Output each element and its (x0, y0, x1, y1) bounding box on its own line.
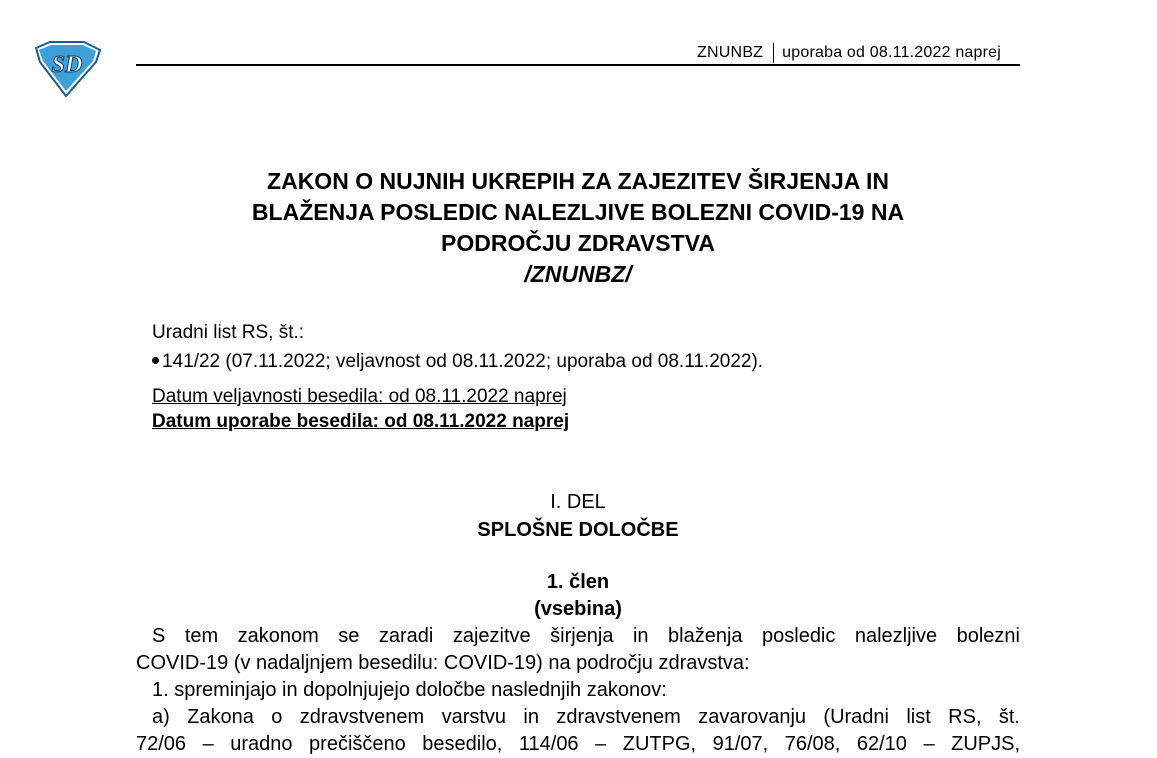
gazette-entry (152, 347, 763, 376)
applicability-date: Datum uporabe besedila: od 08.11.2022 naprej (152, 411, 570, 432)
part-name: SPLOŠNE DOLOČBE (477, 519, 679, 541)
article-number: 1. člen (546, 571, 610, 593)
header-applicability: uporaba od 08.11.2022 naprej (782, 44, 1001, 61)
logo-lettering: SD (51, 52, 83, 78)
part-number: I. DEL (550, 491, 606, 513)
validity-date: Datum veljavnosti besedila: od 08.11.2022 naprej (152, 386, 567, 407)
gazette-label: Uradni list RS, št.: (152, 322, 305, 343)
article-heading (136, 569, 1020, 623)
running-header (697, 43, 1001, 63)
publisher-logo (30, 40, 104, 98)
paragraph-line: COVID-19 (v nadaljnjem besedilu: COVID-19) na področju zdravstva: (136, 652, 750, 674)
title-line-1: ZAKON O NUJNIH UKREPIH ZA ZAJEZITEV ŠIRJENJA IN (267, 168, 889, 194)
title-abbreviation: /ZNUNBZ/ (524, 261, 632, 287)
header-rule (136, 64, 1020, 66)
paragraph-line: S tem zakonom se zaradi zajezitve širjenja in blaženja posledic nalezljive bolezni (152, 625, 1020, 647)
article-body (136, 623, 1020, 758)
gazette-entry-text: 141/22 (07.11.2022; veljavnost od 08.11.2022; uporaba od 08.11.2022). (162, 351, 764, 372)
text-dates (152, 384, 569, 434)
article-name: (vsebina) (534, 598, 622, 620)
gazette-reference (152, 318, 763, 376)
title-line-3: PODROČJU ZDRAVSTVA (441, 230, 715, 256)
list-item: a) Zakona o zdravstvenem varstvu in zdravstvenem zavarovanju (Uradni list RS, št. (152, 706, 1020, 728)
list-item: 1. spreminjajo in dopolnjujejo določbe naslednjih zakonov: (152, 679, 667, 701)
title-line-2: BLAŽENJA POSLEDIC NALEZLJIVE BOLEZNI COVID-19 NA (251, 199, 905, 225)
header-abbreviation: ZNUNBZ (697, 44, 764, 61)
law-title (136, 166, 1020, 290)
header-separator (773, 43, 774, 63)
bullet-icon (152, 357, 159, 364)
part-heading (136, 488, 1020, 544)
list-item-continuation: 72/06 – uradno prečiščeno besedilo, 114/06 – ZUTPG, 91/07, 76/08, 62/10 – ZUPJS, (136, 733, 1020, 755)
